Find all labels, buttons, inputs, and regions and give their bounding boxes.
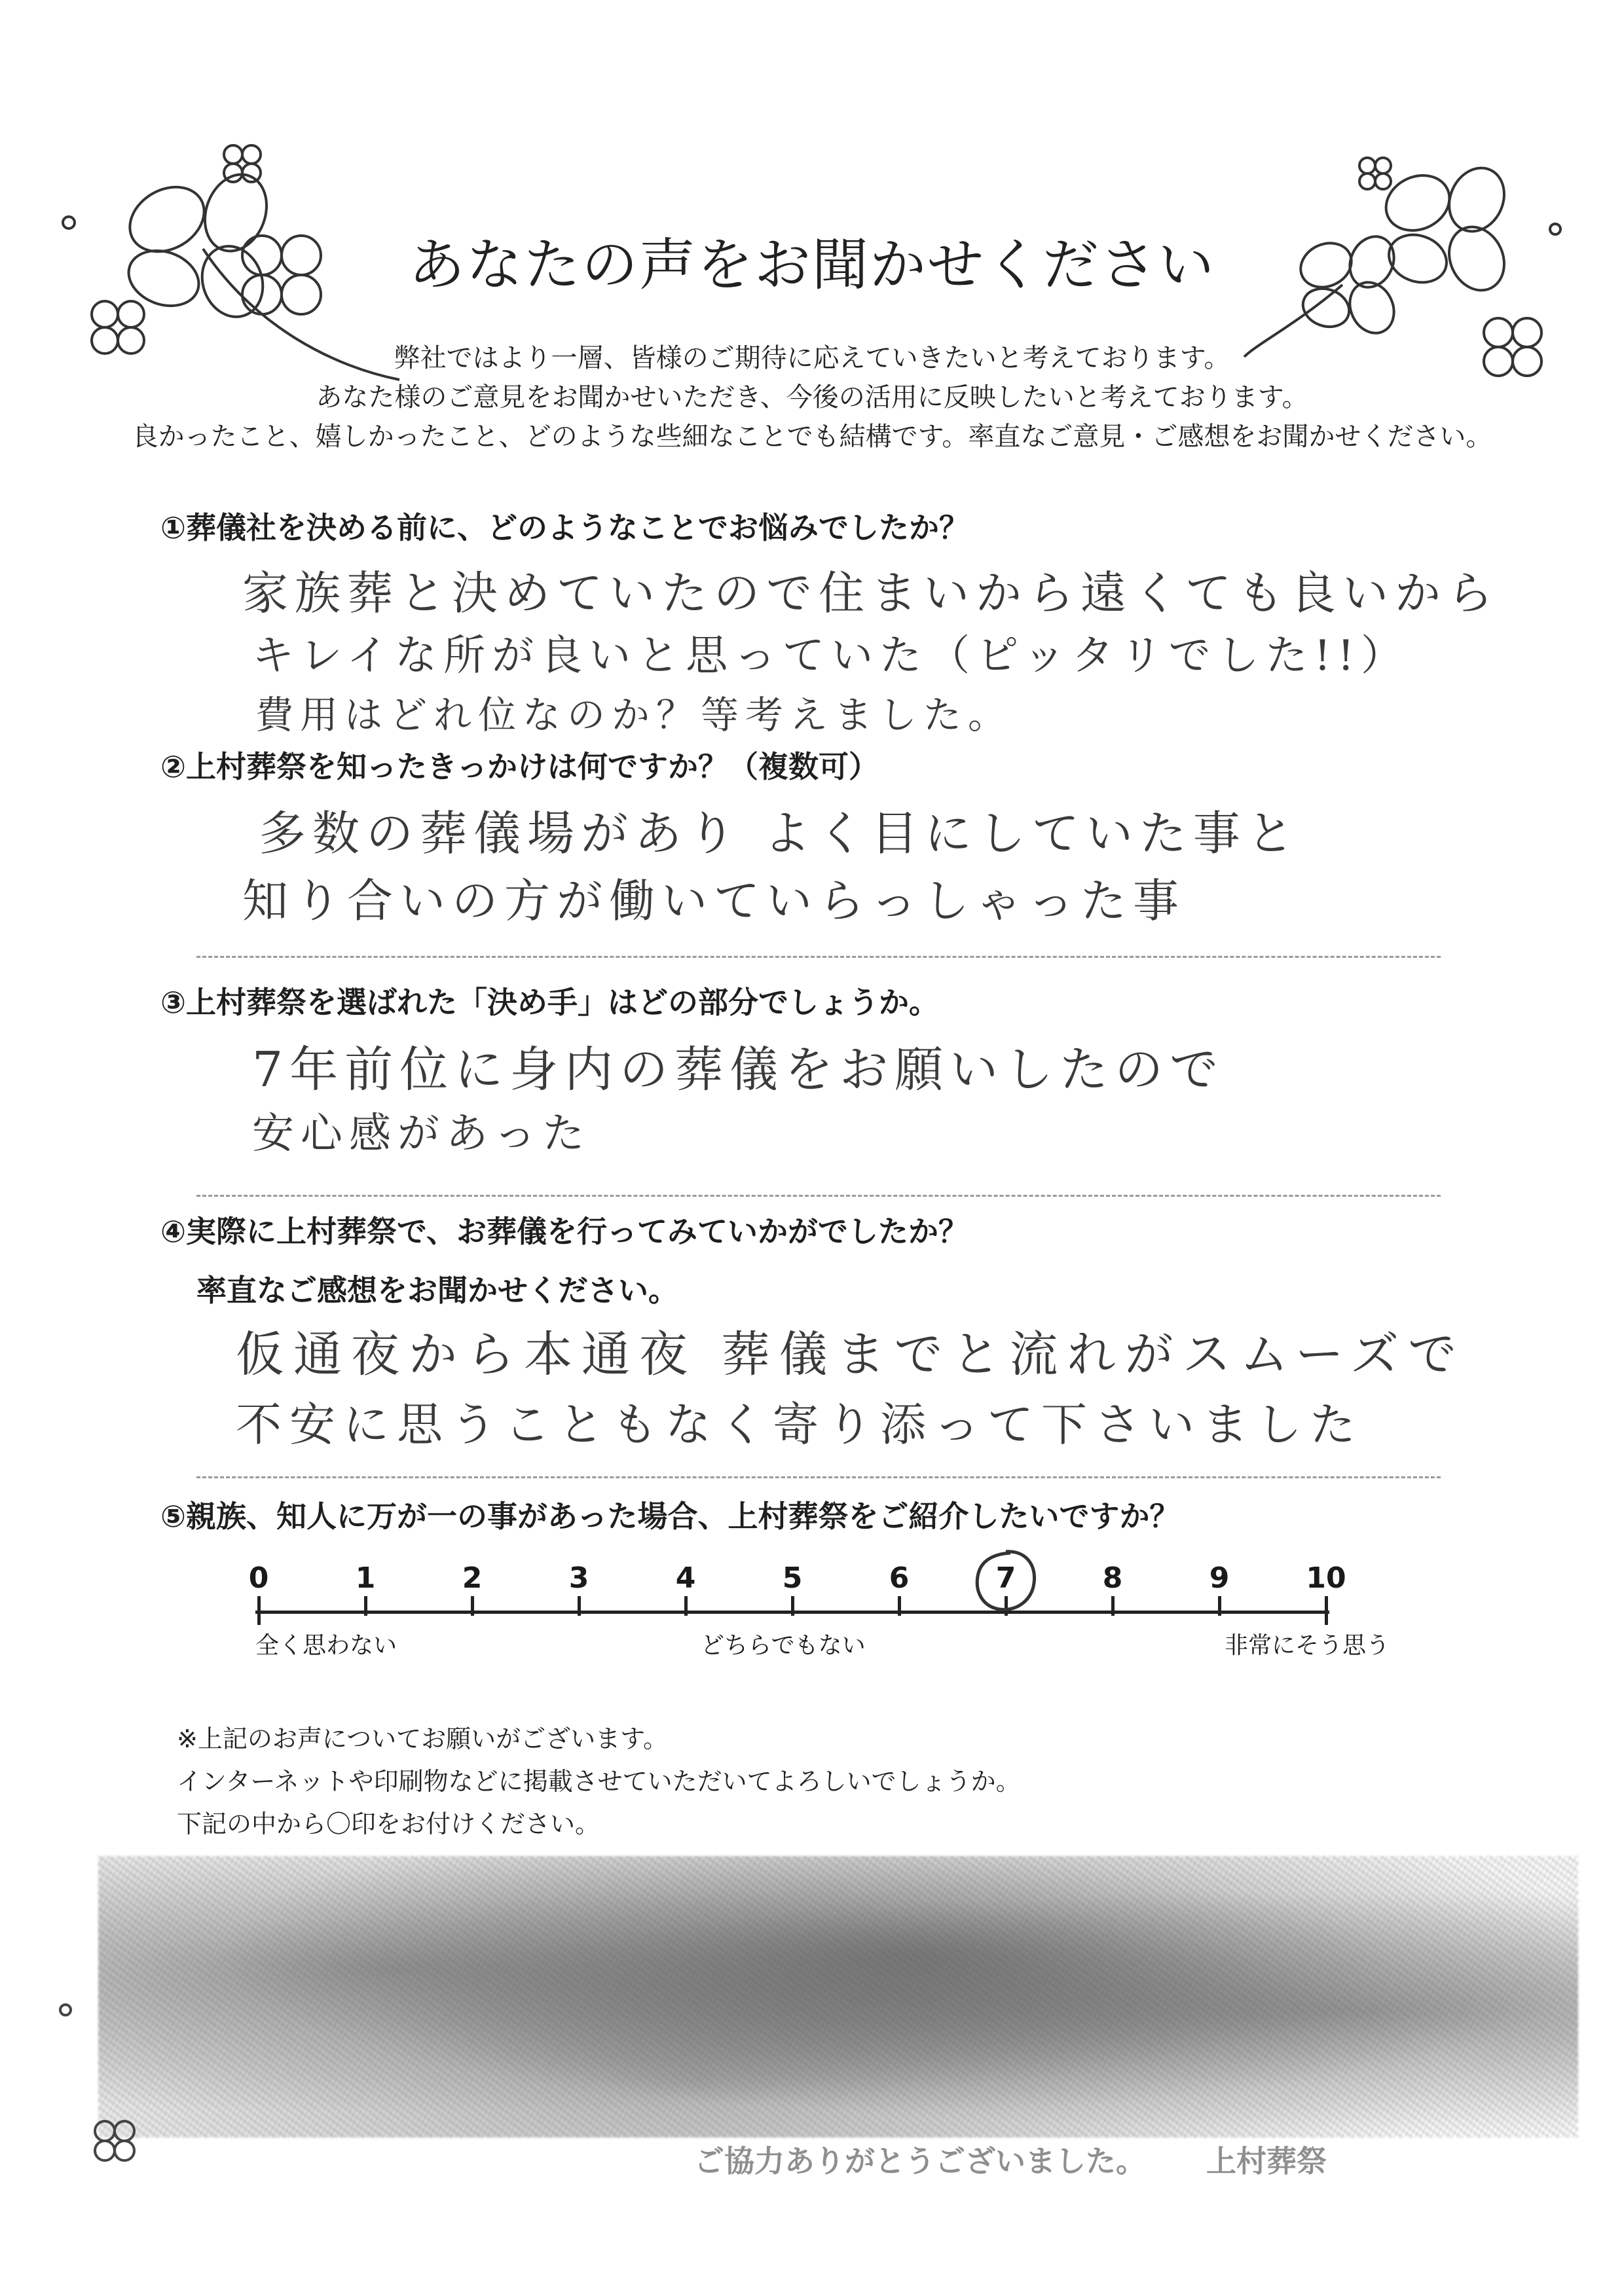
scale-tick-6 <box>898 1596 901 1616</box>
scale-tick-4 <box>684 1596 688 1616</box>
answer-3-line-1: 7年前位に身内の葬儀をお願いしたので <box>252 1042 1225 1098</box>
scale-number-6[interactable]: 6 <box>889 1561 910 1595</box>
scale-tick-5 <box>791 1596 794 1616</box>
scale-tick-7 <box>1005 1596 1008 1616</box>
scale-number-8[interactable]: 8 <box>1102 1561 1123 1595</box>
scale-high-label: 非常にそう思う <box>1225 1632 1390 1659</box>
answer-2-line-1: 多数の葬儀場があり よく目にしていた事と <box>259 806 1301 861</box>
scale-number-5[interactable]: 5 <box>782 1561 803 1595</box>
scale-number-1[interactable]: 1 <box>355 1561 376 1595</box>
answer-4-line-1: 仮通夜から本通夜 葬儀までと流れがスムーズで <box>236 1326 1466 1383</box>
scale-number-9[interactable]: 9 <box>1209 1561 1230 1595</box>
page-title: あなたの声をお聞かせください <box>409 232 1215 298</box>
note-line-3: 下記の中から〇印をお付けください。 <box>177 1810 600 1838</box>
question-2-label: ②上村葬祭を知ったきっかけは何ですか？（複数可） <box>160 749 879 784</box>
scale-number-0[interactable]: 0 <box>248 1561 269 1595</box>
answer-4-divider <box>196 1476 1441 1478</box>
scale-tick-9 <box>1218 1596 1221 1616</box>
closing-company: 上村葬祭 <box>1206 2143 1327 2179</box>
answer-2-line-2: 知り合いの方が働いていらっしゃった事 <box>242 874 1185 928</box>
question-4-label: ④実際に上村葬祭で、お葬儀を行ってみていかがでしたか？ <box>160 1214 969 1249</box>
scale-number-4[interactable]: 4 <box>675 1561 696 1595</box>
closing-line <box>694 2138 1327 2181</box>
scale-mid-label: どちらでもない <box>701 1632 866 1659</box>
answer-2-divider <box>196 956 1441 958</box>
note-line-1: ※上記のお声についてお願いがございます。 <box>177 1724 669 1753</box>
answer-3-line-2: 安心感があった <box>252 1110 591 1158</box>
question-5-label: ⑤親族、知人に万が一の事があった場合、上村葬祭をご紹介したいですか？ <box>160 1499 1180 1534</box>
scale-number-10[interactable]: 10 <box>1306 1561 1346 1595</box>
scale-tick-3 <box>578 1596 581 1616</box>
note-line-2: インターネットや印刷物などに掲載させていただいてよろしいでしょうか。 <box>177 1767 1021 1796</box>
intro-line-2: あなた様のご意見をお聞かせいただき、今後の活用に反映したいと考えております。 <box>316 382 1308 412</box>
scale-number-2[interactable]: 2 <box>462 1561 483 1595</box>
intro-line-1: 弊社ではより一層、皆様のご期待に応えていきたいと考えております。 <box>394 343 1230 373</box>
clover-decoration-bottom-left <box>52 1977 157 2174</box>
rating-selected-circle <box>970 1545 1042 1617</box>
scale-tick-2 <box>471 1596 474 1616</box>
scale-tick-8 <box>1111 1596 1115 1616</box>
closing-thanks: ご協力ありがとうございました。 <box>694 2143 1146 2179</box>
question-1-label: ①葬儀社を決める前に、どのようなことでお悩みでしたか？ <box>160 510 969 545</box>
question-4-label-line-2: 率直なご感想をお聞かせください。 <box>196 1273 678 1308</box>
scale-number-3[interactable]: 3 <box>568 1561 589 1595</box>
scale-number-7[interactable]: 7 <box>995 1561 1016 1595</box>
redacted-area <box>98 1856 1578 2138</box>
answer-1-line-3: 費用はどれ位なのか？等考えました。 <box>255 693 1013 737</box>
scale-tick-1 <box>364 1596 367 1616</box>
scale-tick-0 <box>257 1596 261 1625</box>
scale-tick-10 <box>1325 1596 1328 1625</box>
intro-line-3: 良かったこと、嬉しかったこと、どのような些細なことでも結構です。率直なご意見・ご感想をお聞かせください。 <box>132 422 1492 452</box>
scale-low-label: 全く思わない <box>255 1632 397 1659</box>
rating-scale-axis <box>255 1611 1329 1614</box>
answer-1-line-2: キレイな所が良いと思っていた（ピッタリでした!!） <box>252 632 1410 680</box>
answer-4-line-2: 不安に思うこともなく寄り添って下さいました <box>236 1398 1363 1451</box>
answer-3-divider <box>196 1195 1441 1197</box>
question-3-label: ③上村葬祭を選ばれた「決め手」はどの部分でしょうか。 <box>160 985 939 1020</box>
answer-1-line-1: 家族葬と決めていたので住まいから遠くても良いから <box>242 566 1500 620</box>
